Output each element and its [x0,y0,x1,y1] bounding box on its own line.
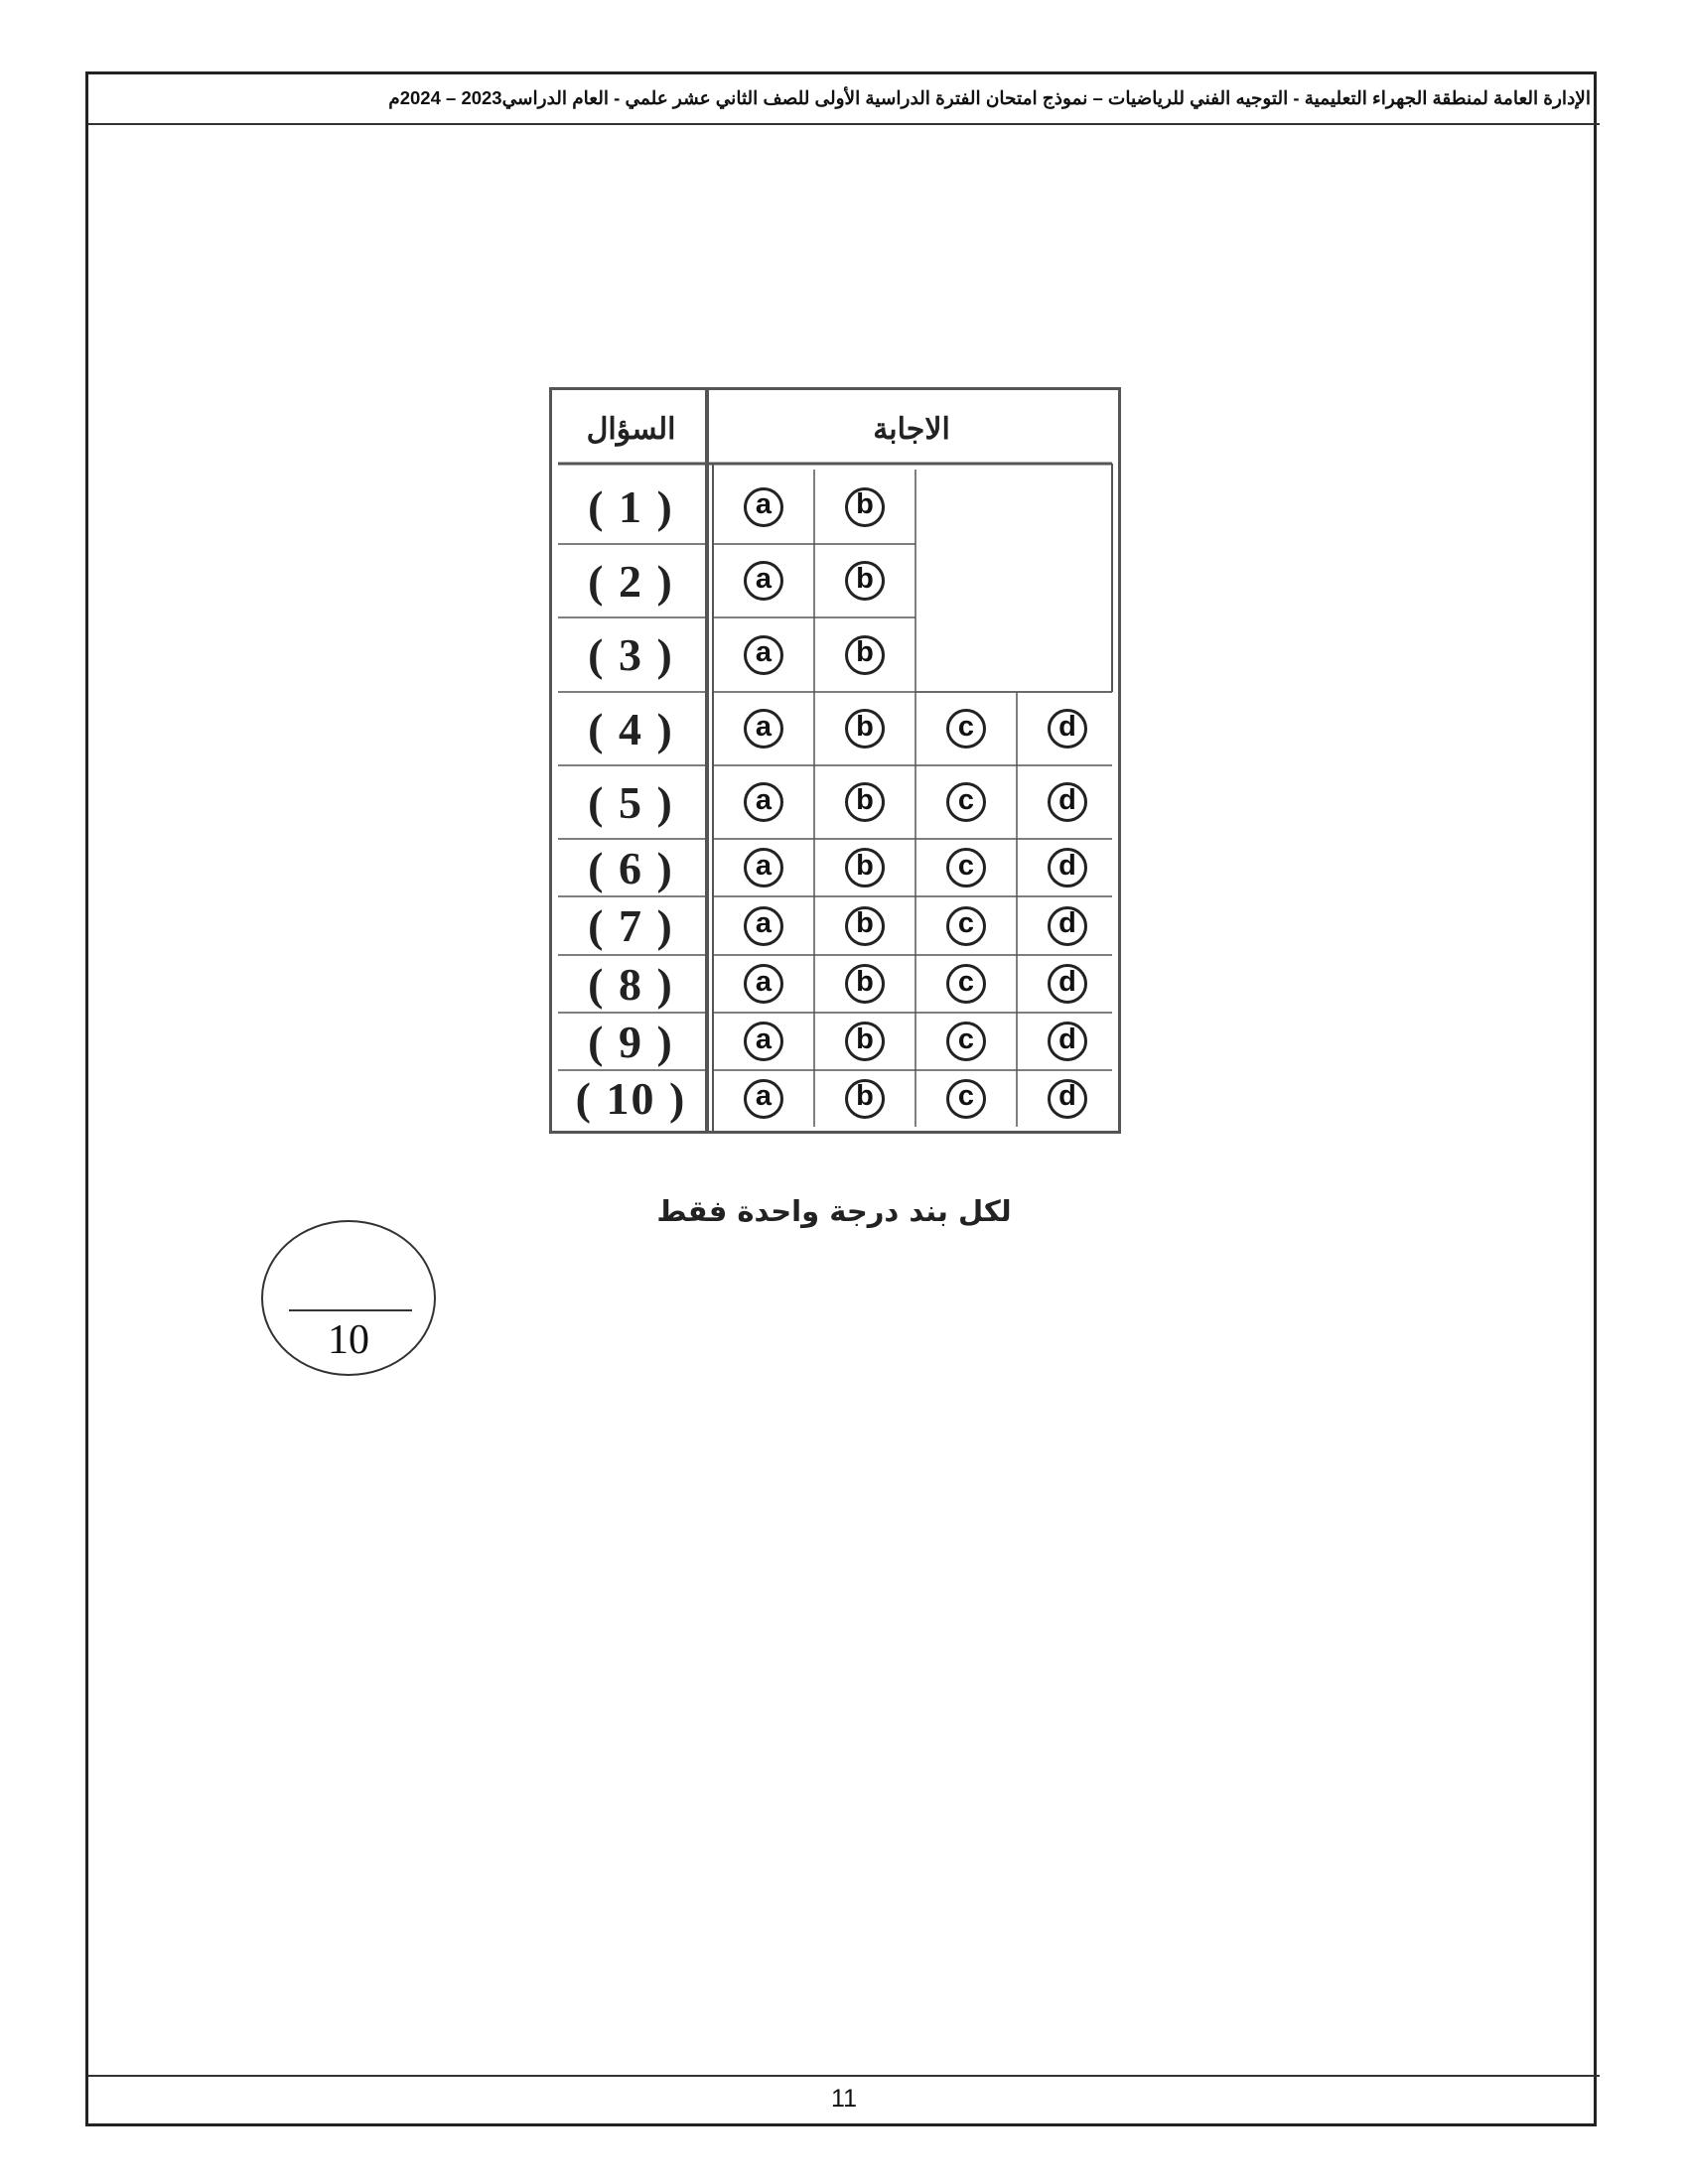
score-oval [261,1220,436,1376]
answer-bubble[interactable]: a [744,635,783,675]
answer-bubble[interactable]: c [946,1079,986,1119]
answer-option-cell[interactable] [814,765,915,839]
answer-option-cell[interactable] [713,692,814,765]
answer-option-cell[interactable] [915,955,1017,1013]
question-number: ( 9 ) [588,1016,674,1067]
grading-instruction: لكل بند درجة واحدة فقط [656,1194,1012,1228]
answer-bubble[interactable]: c [946,906,986,946]
answer-option-cell[interactable] [713,839,814,896]
answer-option-cell[interactable] [1017,692,1118,765]
answer-option-cell[interactable] [1017,1070,1118,1127]
answer-bubble[interactable]: b [845,782,885,822]
answer-option-cell[interactable] [713,1070,814,1127]
answer-option-cell[interactable] [1017,839,1118,896]
answer-bubble[interactable]: b [845,487,885,527]
question-number: ( 1 ) [588,481,674,532]
answer-bubble[interactable]: d [1048,1022,1087,1061]
question-number: ( 3 ) [588,629,674,680]
answer-bubble[interactable]: b [845,848,885,887]
footer-divider [88,2075,1600,2077]
answer-bubble[interactable]: a [744,906,783,946]
answer-option-cell[interactable] [713,765,814,839]
answer-bubble[interactable]: b [845,1022,885,1061]
answer-sheet-table [549,387,1121,1134]
answer-bubble[interactable]: b [845,964,885,1004]
answer-bubble[interactable]: c [946,1022,986,1061]
answer-bubble[interactable]: d [1048,1079,1087,1119]
answer-bubble[interactable]: c [946,964,986,1004]
question-number: ( 8 ) [588,958,674,1010]
answer-bubble[interactable]: c [946,782,986,822]
exam-header: الإدارة العامة لمنطقة الجهراء التعليمية - التوجيه الفني للرياضيات – نموذج امتحان الفترة الدراسية الأولى للصف الثاني عشر علمي - العام الدراسي2023 – 2024م [388,87,1591,108]
answer-bubble[interactable]: b [845,561,885,601]
answer-option-cell[interactable] [915,692,1017,765]
answer-option-cell[interactable] [1017,896,1118,955]
answer-bubble[interactable]: a [744,709,783,749]
answer-option-cell[interactable] [915,896,1017,955]
answer-bubble[interactable]: a [744,782,783,822]
answer-bubble[interactable]: d [1048,848,1087,887]
answer-bubble[interactable]: c [946,709,986,749]
answer-option-cell[interactable] [814,617,915,692]
answer-bubble[interactable]: d [1048,709,1087,749]
question-number: ( 5 ) [588,776,674,828]
answer-bubble[interactable]: a [744,848,783,887]
answer-option-cell[interactable] [915,1070,1017,1127]
answer-option-cell[interactable] [713,896,814,955]
answer-option-cell[interactable] [814,470,915,544]
answer-option-cell[interactable] [1017,765,1118,839]
question-column-header: السؤال [586,411,676,447]
answer-option-cell[interactable] [814,544,915,617]
question-number: ( 4 ) [588,703,674,754]
answer-option-cell[interactable] [814,955,915,1013]
answer-bubble[interactable]: a [744,561,783,601]
question-number: ( 6 ) [588,842,674,893]
answer-option-cell[interactable] [1017,955,1118,1013]
answer-option-cell[interactable] [814,896,915,955]
answer-option-cell[interactable] [814,839,915,896]
answer-option-cell[interactable] [915,1013,1017,1070]
answer-bubble[interactable]: a [744,487,783,527]
answer-option-cell[interactable] [915,839,1017,896]
answer-bubble[interactable]: d [1048,964,1087,1004]
answer-bubble[interactable]: b [845,906,885,946]
answer-option-cell[interactable] [713,617,814,692]
question-number: ( 2 ) [588,555,674,607]
answer-option-cell[interactable] [915,765,1017,839]
answer-option-cell[interactable] [814,1070,915,1127]
answer-option-cell[interactable] [713,544,814,617]
page-number: 11 [831,2085,857,2113]
answer-bubble[interactable]: b [845,635,885,675]
answer-option-cell[interactable] [713,955,814,1013]
answer-bubble[interactable]: b [845,1079,885,1119]
answer-bubble[interactable]: d [1048,782,1087,822]
answer-bubble[interactable]: d [1048,906,1087,946]
answer-bubble[interactable]: b [845,709,885,749]
score-total: 10 [328,1317,369,1363]
score-blank-line [289,1309,412,1311]
answer-option-cell[interactable] [1017,1013,1118,1070]
answer-column-header: الاجابة [873,411,950,447]
question-number: ( 10 ) [575,1073,687,1124]
answer-bubble[interactable]: c [946,848,986,887]
answer-bubble[interactable]: a [744,1079,783,1119]
answer-option-cell[interactable] [713,470,814,544]
question-number: ( 7 ) [588,900,674,951]
answer-bubble[interactable]: a [744,964,783,1004]
answer-option-cell[interactable] [713,1013,814,1070]
answer-option-cell[interactable] [814,692,915,765]
answer-option-cell[interactable] [814,1013,915,1070]
answer-bubble[interactable]: a [744,1022,783,1061]
header-divider [88,123,1600,125]
